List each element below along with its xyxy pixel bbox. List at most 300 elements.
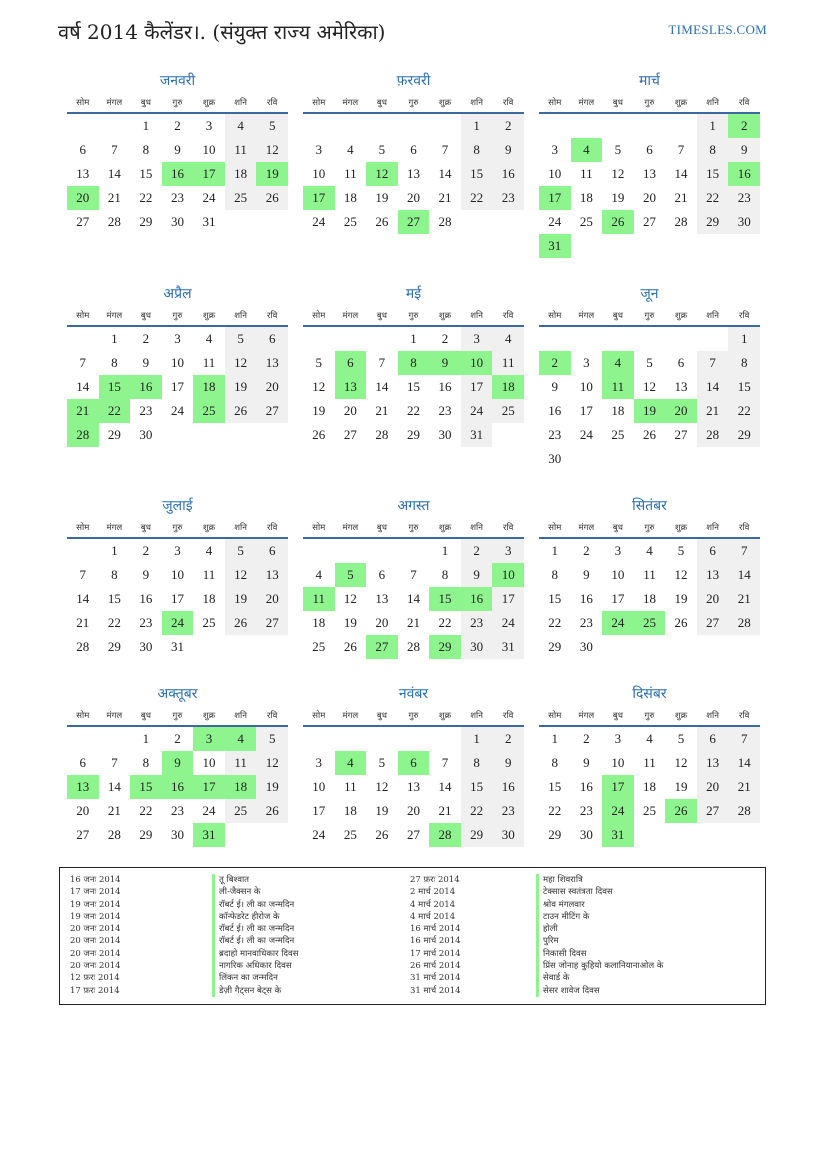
calendar-day[interactable]: 27 bbox=[406, 827, 420, 842]
calendar-day[interactable]: 2 bbox=[142, 331, 150, 346]
calendar-day[interactable]: 3 bbox=[492, 538, 524, 563]
calendar-day[interactable]: 12 bbox=[642, 379, 656, 394]
calendar-day[interactable]: 4 bbox=[225, 726, 257, 751]
calendar-day[interactable]: 2 bbox=[492, 726, 524, 751]
calendar-day[interactable]: 11 bbox=[643, 755, 656, 770]
calendar-day[interactable]: 26 bbox=[375, 214, 389, 229]
calendar-day[interactable]: 28 bbox=[406, 639, 420, 654]
calendar-day[interactable]: 29 bbox=[548, 639, 562, 654]
calendar-day[interactable]: 29 bbox=[461, 823, 493, 847]
calendar-day[interactable]: 9 bbox=[461, 563, 493, 587]
calendar-day[interactable]: 16 bbox=[728, 162, 760, 186]
calendar-day[interactable]: 10 bbox=[312, 779, 326, 794]
calendar-day[interactable]: 31 bbox=[461, 423, 493, 447]
calendar-day[interactable]: 20 bbox=[256, 375, 288, 399]
calendar-day[interactable]: 25 bbox=[343, 827, 357, 842]
calendar-day[interactable]: 1 bbox=[551, 731, 559, 746]
calendar-day[interactable]: 20 bbox=[375, 615, 389, 630]
calendar-day[interactable]: 16 bbox=[579, 779, 593, 794]
calendar-day[interactable]: 17 bbox=[579, 403, 593, 418]
calendar-day[interactable]: 22 bbox=[438, 615, 452, 630]
calendar-day[interactable]: 30 bbox=[139, 639, 153, 654]
calendar-day[interactable]: 3 bbox=[315, 142, 323, 157]
calendar-day[interactable]: 4 bbox=[335, 751, 367, 775]
calendar-day[interactable]: 24 bbox=[602, 611, 634, 635]
calendar-day[interactable]: 21 bbox=[76, 615, 90, 630]
calendar-day[interactable]: 24 bbox=[312, 214, 326, 229]
calendar-day[interactable]: 12 bbox=[611, 166, 625, 181]
calendar-day[interactable]: 7 bbox=[79, 567, 87, 582]
calendar-day[interactable]: 22 bbox=[461, 799, 493, 823]
calendar-day[interactable]: 15 bbox=[728, 375, 760, 399]
calendar-day[interactable]: 27 bbox=[76, 827, 90, 842]
calendar-day[interactable]: 22 bbox=[697, 186, 729, 210]
calendar-day[interactable]: 16 bbox=[130, 375, 162, 399]
calendar-day[interactable]: 22 bbox=[548, 615, 562, 630]
calendar-day[interactable]: 31 bbox=[202, 214, 216, 229]
calendar-day[interactable]: 18 bbox=[312, 615, 326, 630]
calendar-day[interactable]: 16 bbox=[548, 403, 562, 418]
calendar-day[interactable]: 31 bbox=[602, 823, 634, 847]
calendar-day[interactable]: 24 bbox=[461, 399, 493, 423]
calendar-day[interactable]: 28 bbox=[107, 827, 121, 842]
calendar-day[interactable]: 24 bbox=[602, 799, 634, 823]
calendar-day[interactable]: 9 bbox=[551, 379, 559, 394]
calendar-day[interactable]: 9 bbox=[583, 567, 590, 582]
calendar-day[interactable]: 16 bbox=[492, 162, 524, 186]
calendar-day[interactable]: 11 bbox=[225, 751, 257, 775]
calendar-day[interactable]: 5 bbox=[335, 563, 367, 587]
calendar-day[interactable]: 30 bbox=[170, 214, 184, 229]
calendar-day[interactable]: 15 bbox=[130, 775, 162, 799]
calendar-day[interactable]: 19 bbox=[674, 779, 688, 794]
calendar-day[interactable]: 21 bbox=[375, 403, 389, 418]
calendar-day[interactable]: 29 bbox=[548, 827, 562, 842]
calendar-day[interactable]: 25 bbox=[343, 214, 357, 229]
calendar-day[interactable]: 22 bbox=[107, 615, 121, 630]
calendar-day[interactable]: 18 bbox=[202, 591, 216, 606]
calendar-day[interactable]: 29 bbox=[139, 827, 153, 842]
calendar-day[interactable]: 5 bbox=[378, 142, 386, 157]
calendar-day[interactable]: 13 bbox=[256, 351, 288, 375]
calendar-day[interactable]: 8 bbox=[461, 751, 493, 775]
calendar-day[interactable]: 3 bbox=[461, 326, 493, 351]
calendar-day[interactable]: 29 bbox=[107, 639, 121, 654]
calendar-day[interactable]: 23 bbox=[492, 799, 524, 823]
calendar-day[interactable]: 3 bbox=[614, 543, 622, 558]
calendar-day[interactable]: 15 bbox=[697, 162, 729, 186]
calendar-day[interactable]: 9 bbox=[492, 751, 524, 775]
calendar-day[interactable]: 23 bbox=[139, 403, 153, 418]
calendar-day[interactable]: 6 bbox=[335, 351, 367, 375]
calendar-day[interactable]: 27 bbox=[642, 214, 656, 229]
calendar-day[interactable]: 25 bbox=[193, 399, 225, 423]
calendar-day[interactable]: 16 bbox=[139, 591, 153, 606]
calendar-day[interactable]: 20 bbox=[642, 190, 656, 205]
calendar-day[interactable]: 17 bbox=[312, 803, 326, 818]
calendar-day[interactable]: 31 bbox=[539, 234, 571, 258]
calendar-day[interactable]: 2 bbox=[461, 538, 493, 563]
calendar-day[interactable]: 30 bbox=[579, 827, 593, 842]
calendar-day[interactable]: 9 bbox=[142, 355, 150, 370]
calendar-day[interactable]: 23 bbox=[492, 186, 524, 210]
calendar-day[interactable]: 25 bbox=[579, 214, 593, 229]
calendar-day[interactable]: 19 bbox=[674, 591, 688, 606]
calendar-day[interactable]: 5 bbox=[614, 142, 622, 157]
calendar-day[interactable]: 21 bbox=[438, 190, 452, 205]
calendar-day[interactable]: 11 bbox=[602, 375, 634, 399]
calendar-day[interactable]: 28 bbox=[76, 639, 90, 654]
calendar-day[interactable]: 12 bbox=[312, 379, 326, 394]
calendar-day[interactable]: 2 bbox=[441, 331, 449, 346]
calendar-day[interactable]: 22 bbox=[99, 399, 131, 423]
calendar-day[interactable]: 27 bbox=[343, 427, 357, 442]
calendar-day[interactable]: 28 bbox=[728, 799, 760, 823]
calendar-day[interactable]: 13 bbox=[375, 591, 389, 606]
calendar-day[interactable]: 26 bbox=[602, 210, 634, 234]
calendar-day[interactable]: 28 bbox=[375, 427, 389, 442]
calendar-day[interactable]: 23 bbox=[170, 803, 184, 818]
calendar-day[interactable]: 10 bbox=[170, 567, 184, 582]
calendar-day[interactable]: 3 bbox=[614, 731, 622, 746]
calendar-day[interactable]: 4 bbox=[315, 567, 323, 582]
calendar-day[interactable]: 16 bbox=[579, 591, 593, 606]
calendar-day[interactable]: 15 bbox=[461, 162, 493, 186]
calendar-day[interactable]: 6 bbox=[646, 142, 653, 157]
calendar-day[interactable]: 19 bbox=[343, 615, 357, 630]
calendar-day[interactable]: 13 bbox=[674, 379, 688, 394]
calendar-day[interactable]: 31 bbox=[193, 823, 225, 847]
calendar-day[interactable]: 12 bbox=[375, 779, 389, 794]
calendar-day[interactable]: 21 bbox=[697, 399, 729, 423]
calendar-day[interactable]: 8 bbox=[551, 567, 559, 582]
calendar-day[interactable]: 4 bbox=[225, 113, 257, 138]
calendar-day[interactable]: 4 bbox=[646, 543, 653, 558]
calendar-day[interactable]: 17 bbox=[193, 162, 225, 186]
calendar-day[interactable]: 27 bbox=[697, 611, 729, 635]
calendar-day[interactable]: 1 bbox=[111, 543, 118, 558]
calendar-day[interactable]: 3 bbox=[174, 543, 181, 558]
calendar-day[interactable]: 20 bbox=[406, 190, 420, 205]
calendar-day[interactable]: 13 bbox=[697, 563, 729, 587]
calendar-day[interactable]: 14 bbox=[438, 166, 452, 181]
calendar-day[interactable]: 28 bbox=[674, 214, 688, 229]
calendar-day[interactable]: 17 bbox=[170, 379, 184, 394]
calendar-day[interactable]: 15 bbox=[139, 166, 153, 181]
calendar-day[interactable]: 2 bbox=[492, 113, 524, 138]
calendar-day[interactable]: 2 bbox=[142, 543, 150, 558]
calendar-day[interactable]: 3 bbox=[193, 726, 225, 751]
calendar-day[interactable]: 28 bbox=[429, 823, 461, 847]
calendar-day[interactable]: 11 bbox=[580, 166, 593, 181]
calendar-day[interactable]: 11 bbox=[303, 587, 335, 611]
calendar-day[interactable]: 1 bbox=[551, 543, 559, 558]
calendar-day[interactable]: 5 bbox=[225, 326, 257, 351]
calendar-day[interactable]: 12 bbox=[225, 563, 257, 587]
calendar-day[interactable]: 18 bbox=[343, 190, 357, 205]
calendar-day[interactable]: 7 bbox=[79, 355, 87, 370]
calendar-day[interactable]: 19 bbox=[634, 399, 666, 423]
calendar-day[interactable]: 10 bbox=[170, 355, 184, 370]
calendar-day[interactable]: 20 bbox=[343, 403, 357, 418]
calendar-day[interactable]: 7 bbox=[410, 567, 417, 582]
calendar-day[interactable]: 26 bbox=[674, 615, 688, 630]
calendar-day[interactable]: 4 bbox=[205, 543, 213, 558]
calendar-day[interactable]: 1 bbox=[142, 118, 150, 133]
calendar-day[interactable]: 5 bbox=[646, 355, 653, 370]
calendar-day[interactable]: 7 bbox=[728, 538, 760, 563]
calendar-day[interactable]: 27 bbox=[674, 427, 688, 442]
calendar-day[interactable]: 5 bbox=[378, 755, 386, 770]
calendar-day[interactable]: 25 bbox=[642, 803, 656, 818]
calendar-day[interactable]: 17 bbox=[193, 775, 225, 799]
calendar-day[interactable]: 3 bbox=[315, 755, 323, 770]
calendar-day[interactable]: 2 bbox=[539, 351, 571, 375]
calendar-day[interactable]: 18 bbox=[579, 190, 593, 205]
calendar-day[interactable]: 4 bbox=[602, 351, 634, 375]
calendar-day[interactable]: 17 bbox=[303, 186, 335, 210]
calendar-day[interactable]: 10 bbox=[312, 166, 326, 181]
calendar-day[interactable]: 3 bbox=[174, 331, 181, 346]
calendar-day[interactable]: 7 bbox=[728, 726, 760, 751]
calendar-day[interactable]: 7 bbox=[677, 142, 685, 157]
calendar-day[interactable]: 11 bbox=[344, 779, 357, 794]
calendar-day[interactable]: 21 bbox=[67, 399, 99, 423]
calendar-day[interactable]: 15 bbox=[548, 591, 562, 606]
calendar-day[interactable]: 8 bbox=[398, 351, 430, 375]
calendar-day[interactable]: 18 bbox=[225, 775, 257, 799]
calendar-day[interactable]: 23 bbox=[139, 615, 153, 630]
calendar-day[interactable]: 24 bbox=[492, 611, 524, 635]
calendar-day[interactable]: 15 bbox=[461, 775, 493, 799]
calendar-day[interactable]: 13 bbox=[642, 166, 656, 181]
calendar-day[interactable]: 3 bbox=[551, 142, 559, 157]
calendar-day[interactable]: 10 bbox=[461, 351, 493, 375]
calendar-day[interactable]: 5 bbox=[256, 726, 288, 751]
calendar-day[interactable]: 6 bbox=[410, 142, 417, 157]
calendar-day[interactable]: 16 bbox=[162, 162, 194, 186]
calendar-day[interactable]: 16 bbox=[162, 775, 194, 799]
calendar-day[interactable]: 26 bbox=[665, 799, 697, 823]
calendar-day[interactable]: 6 bbox=[398, 751, 430, 775]
calendar-day[interactable]: 30 bbox=[728, 210, 760, 234]
calendar-day[interactable]: 1 bbox=[697, 113, 729, 138]
calendar-day[interactable]: 4 bbox=[205, 331, 213, 346]
calendar-day[interactable]: 24 bbox=[202, 190, 216, 205]
calendar-day[interactable]: 21 bbox=[107, 190, 121, 205]
calendar-day[interactable]: 4 bbox=[571, 138, 603, 162]
calendar-day[interactable]: 19 bbox=[256, 775, 288, 799]
calendar-day[interactable]: 30 bbox=[438, 427, 452, 442]
calendar-day[interactable]: 31 bbox=[170, 639, 184, 654]
calendar-day[interactable]: 31 bbox=[492, 635, 524, 659]
calendar-day[interactable]: 17 bbox=[461, 375, 493, 399]
calendar-day[interactable]: 21 bbox=[107, 803, 121, 818]
calendar-day[interactable]: 15 bbox=[99, 375, 131, 399]
calendar-day[interactable]: 19 bbox=[375, 190, 389, 205]
calendar-day[interactable]: 17 bbox=[492, 587, 524, 611]
calendar-day[interactable]: 28 bbox=[107, 214, 121, 229]
calendar-day[interactable]: 27 bbox=[697, 799, 729, 823]
calendar-day[interactable]: 20 bbox=[697, 587, 729, 611]
calendar-day[interactable]: 27 bbox=[366, 635, 398, 659]
calendar-day[interactable]: 20 bbox=[67, 186, 99, 210]
calendar-day[interactable]: 19 bbox=[225, 375, 257, 399]
calendar-day[interactable]: 18 bbox=[611, 403, 625, 418]
calendar-day[interactable]: 28 bbox=[67, 423, 99, 447]
calendar-day[interactable]: 30 bbox=[461, 635, 493, 659]
calendar-day[interactable]: 24 bbox=[170, 403, 184, 418]
calendar-day[interactable]: 7 bbox=[441, 142, 449, 157]
calendar-day[interactable]: 2 bbox=[728, 113, 760, 138]
calendar-day[interactable]: 11 bbox=[344, 166, 357, 181]
calendar-day[interactable]: 13 bbox=[697, 751, 729, 775]
calendar-day[interactable]: 26 bbox=[225, 611, 257, 635]
calendar-day[interactable]: 8 bbox=[111, 567, 118, 582]
calendar-day[interactable]: 4 bbox=[492, 326, 524, 351]
calendar-day[interactable]: 24 bbox=[202, 803, 216, 818]
calendar-day[interactable]: 9 bbox=[162, 751, 194, 775]
calendar-day[interactable]: 18 bbox=[642, 591, 656, 606]
calendar-day[interactable]: 8 bbox=[142, 755, 150, 770]
calendar-day[interactable]: 23 bbox=[170, 190, 184, 205]
calendar-day[interactable]: 8 bbox=[111, 355, 118, 370]
calendar-day[interactable]: 12 bbox=[366, 162, 398, 186]
calendar-day[interactable]: 7 bbox=[111, 142, 118, 157]
calendar-day[interactable]: 7 bbox=[697, 351, 729, 375]
calendar-day[interactable]: 15 bbox=[429, 587, 461, 611]
calendar-day[interactable]: 1 bbox=[111, 331, 118, 346]
calendar-day[interactable]: 6 bbox=[79, 755, 87, 770]
calendar-day[interactable]: 25 bbox=[492, 399, 524, 423]
calendar-day[interactable]: 5 bbox=[677, 731, 685, 746]
calendar-day[interactable]: 30 bbox=[492, 823, 524, 847]
calendar-day[interactable]: 24 bbox=[548, 214, 562, 229]
calendar-day[interactable]: 21 bbox=[406, 615, 420, 630]
calendar-day[interactable]: 11 bbox=[643, 567, 656, 582]
calendar-day[interactable]: 25 bbox=[225, 186, 257, 210]
calendar-day[interactable]: 6 bbox=[378, 567, 386, 582]
calendar-day[interactable]: 20 bbox=[406, 803, 420, 818]
calendar-day[interactable]: 27 bbox=[398, 210, 430, 234]
calendar-day[interactable]: 21 bbox=[728, 775, 760, 799]
calendar-day[interactable]: 23 bbox=[579, 615, 593, 630]
calendar-day[interactable]: 11 bbox=[225, 138, 257, 162]
calendar-day[interactable]: 26 bbox=[225, 399, 257, 423]
calendar-day[interactable]: 14 bbox=[728, 563, 760, 587]
calendar-day[interactable]: 25 bbox=[202, 615, 216, 630]
calendar-day[interactable]: 10 bbox=[611, 567, 625, 582]
calendar-day[interactable]: 13 bbox=[406, 779, 420, 794]
calendar-day[interactable]: 2 bbox=[583, 731, 590, 746]
calendar-day[interactable]: 25 bbox=[634, 611, 666, 635]
calendar-day[interactable]: 24 bbox=[579, 427, 593, 442]
calendar-day[interactable]: 9 bbox=[142, 567, 150, 582]
calendar-day[interactable]: 1 bbox=[728, 326, 760, 351]
calendar-day[interactable]: 10 bbox=[202, 142, 216, 157]
calendar-day[interactable]: 19 bbox=[225, 587, 257, 611]
calendar-day[interactable]: 14 bbox=[697, 375, 729, 399]
calendar-day[interactable]: 2 bbox=[174, 118, 181, 133]
calendar-day[interactable]: 13 bbox=[256, 563, 288, 587]
calendar-day[interactable]: 5 bbox=[225, 538, 257, 563]
calendar-day[interactable]: 14 bbox=[438, 779, 452, 794]
calendar-day[interactable]: 20 bbox=[665, 399, 697, 423]
calendar-day[interactable]: 19 bbox=[375, 803, 389, 818]
site-link[interactable]: TIMESLES.COM bbox=[668, 22, 767, 37]
calendar-day[interactable]: 30 bbox=[579, 639, 593, 654]
calendar-day[interactable]: 17 bbox=[602, 775, 634, 799]
calendar-day[interactable]: 27 bbox=[256, 611, 288, 635]
calendar-day[interactable]: 10 bbox=[548, 166, 562, 181]
calendar-day[interactable]: 8 bbox=[551, 755, 559, 770]
calendar-day[interactable]: 14 bbox=[728, 751, 760, 775]
calendar-day[interactable]: 14 bbox=[107, 166, 121, 181]
calendar-day[interactable]: 29 bbox=[139, 214, 153, 229]
calendar-day[interactable]: 12 bbox=[256, 751, 288, 775]
calendar-day[interactable]: 3 bbox=[583, 355, 590, 370]
calendar-day[interactable]: 10 bbox=[611, 755, 625, 770]
calendar-day[interactable]: 2 bbox=[583, 543, 590, 558]
calendar-day[interactable]: 23 bbox=[438, 403, 452, 418]
calendar-day[interactable]: 16 bbox=[461, 587, 493, 611]
calendar-day[interactable]: 17 bbox=[170, 591, 184, 606]
calendar-day[interactable]: 7 bbox=[378, 355, 386, 370]
calendar-day[interactable]: 9 bbox=[583, 755, 590, 770]
calendar-day[interactable]: 24 bbox=[312, 827, 326, 842]
calendar-day[interactable]: 4 bbox=[646, 731, 653, 746]
calendar-day[interactable]: 29 bbox=[697, 210, 729, 234]
calendar-day[interactable]: 20 bbox=[256, 587, 288, 611]
calendar-day[interactable]: 1 bbox=[142, 731, 150, 746]
calendar-day[interactable]: 9 bbox=[728, 138, 760, 162]
calendar-day[interactable]: 13 bbox=[67, 775, 99, 799]
calendar-day[interactable]: 12 bbox=[256, 138, 288, 162]
calendar-day[interactable]: 5 bbox=[677, 543, 685, 558]
calendar-day[interactable]: 11 bbox=[202, 355, 216, 370]
calendar-day[interactable]: 1 bbox=[410, 331, 417, 346]
calendar-day[interactable]: 15 bbox=[406, 379, 420, 394]
calendar-day[interactable]: 22 bbox=[728, 399, 760, 423]
calendar-day[interactable]: 14 bbox=[76, 379, 90, 394]
calendar-day[interactable]: 1 bbox=[461, 113, 493, 138]
calendar-day[interactable]: 25 bbox=[225, 799, 257, 823]
calendar-day[interactable]: 6 bbox=[79, 142, 87, 157]
calendar-day[interactable]: 2 bbox=[174, 731, 181, 746]
calendar-day[interactable]: 29 bbox=[429, 635, 461, 659]
calendar-day[interactable]: 22 bbox=[461, 186, 493, 210]
calendar-day[interactable]: 13 bbox=[76, 166, 90, 181]
calendar-day[interactable]: 23 bbox=[548, 427, 562, 442]
calendar-day[interactable]: 13 bbox=[406, 166, 420, 181]
calendar-day[interactable]: 5 bbox=[315, 355, 323, 370]
calendar-day[interactable]: 29 bbox=[107, 427, 121, 442]
calendar-day[interactable]: 7 bbox=[441, 755, 449, 770]
calendar-day[interactable]: 12 bbox=[674, 567, 688, 582]
calendar-day[interactable]: 12 bbox=[225, 351, 257, 375]
calendar-day[interactable]: 15 bbox=[107, 591, 121, 606]
calendar-day[interactable]: 26 bbox=[312, 427, 326, 442]
calendar-day[interactable]: 6 bbox=[677, 355, 685, 370]
calendar-day[interactable]: 26 bbox=[642, 427, 656, 442]
calendar-day[interactable]: 23 bbox=[579, 803, 593, 818]
calendar-day[interactable]: 6 bbox=[256, 326, 288, 351]
calendar-day[interactable]: 18 bbox=[492, 375, 524, 399]
calendar-day[interactable]: 18 bbox=[642, 779, 656, 794]
calendar-day[interactable]: 20 bbox=[76, 803, 90, 818]
calendar-day[interactable]: 24 bbox=[162, 611, 194, 635]
calendar-day[interactable]: 8 bbox=[697, 138, 729, 162]
